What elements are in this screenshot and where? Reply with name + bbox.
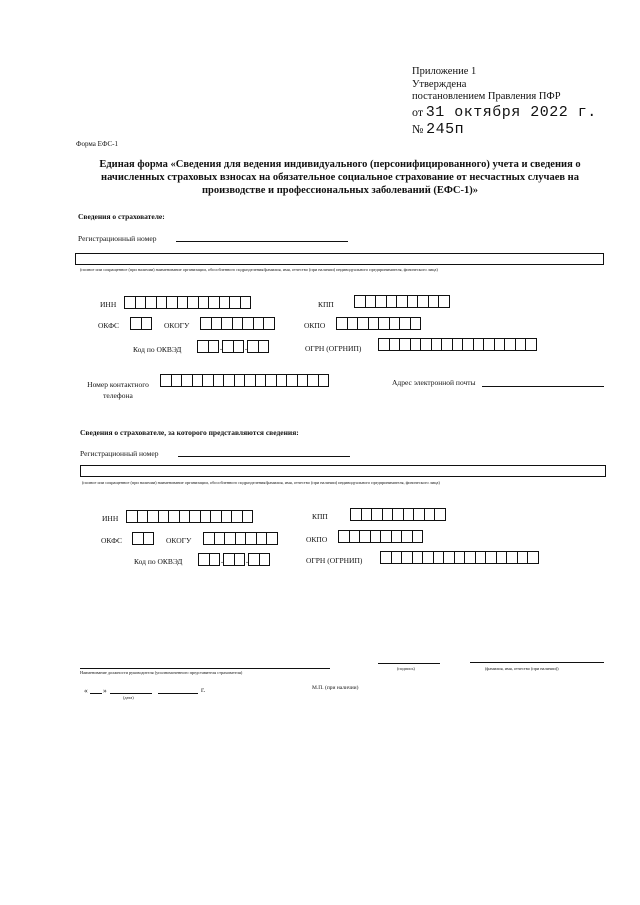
s2-okved-cells[interactable] — [198, 553, 270, 567]
approval-block — [412, 66, 597, 138]
date-year-field[interactable] — [158, 693, 198, 694]
entry-cell[interactable] — [141, 317, 153, 330]
s1-phone-label — [84, 379, 152, 401]
stamp-label: М.П. (при наличии) — [312, 685, 359, 691]
okved-separator: . — [219, 342, 223, 352]
position-caption: Наименование должности руководителя (уполномоченного представителя страхователя) — [80, 670, 243, 675]
entry-cell[interactable] — [233, 340, 245, 353]
section1-heading: Сведения о страхователе: — [78, 212, 165, 221]
entry-cell[interactable] — [263, 317, 275, 330]
s2-ogrn-label: ОГРН (ОГРНИП) — [306, 556, 363, 565]
s1-phone-label-line1: Номер контактного — [87, 380, 149, 389]
entry-cell[interactable] — [410, 317, 422, 330]
s2-inn-cells[interactable] — [126, 510, 253, 523]
fio-caption: (фамилия, имя, отчество (при наличии)) — [485, 666, 559, 671]
s1-ogrn-label: ОГРН (ОГРНИП) — [305, 344, 362, 353]
s1-kpp-cells[interactable] — [354, 295, 450, 308]
approval-number-row — [412, 123, 597, 138]
s2-inn-label: ИНН — [102, 514, 119, 523]
s1-kpp-label: КПП — [318, 300, 334, 309]
s2-name-field[interactable] — [80, 465, 606, 477]
entry-cell[interactable] — [208, 340, 220, 353]
entry-cell[interactable] — [143, 532, 155, 545]
s2-okfs-cells[interactable] — [132, 532, 154, 545]
fio-field[interactable] — [470, 662, 604, 663]
s1-phone-cells[interactable] — [160, 374, 329, 387]
s2-reg-number-field[interactable] — [178, 456, 350, 457]
date-quote-open: « — [84, 686, 88, 695]
s2-kpp-label: КПП — [312, 512, 328, 521]
s1-okfs-label: ОКФС — [98, 321, 120, 330]
entry-cell[interactable] — [242, 510, 254, 523]
s1-okogu-label: ОКОГУ — [164, 321, 190, 330]
date-day-field[interactable] — [90, 693, 102, 694]
s1-email-field[interactable] — [482, 386, 604, 387]
entry-cell[interactable] — [318, 374, 330, 387]
s1-okfs-cells[interactable] — [130, 317, 152, 330]
date-month-field[interactable] — [110, 693, 152, 694]
entry-cell[interactable] — [209, 553, 221, 566]
signature-field[interactable] — [378, 663, 440, 664]
approval-date: 31 октября 2022 г. — [425, 103, 597, 121]
okved-separator: . — [220, 555, 224, 565]
s1-inn-cells[interactable] — [124, 296, 251, 309]
entry-cell[interactable] — [234, 553, 246, 566]
s1-name-field[interactable] — [75, 253, 604, 265]
entry-cell[interactable] — [527, 551, 539, 564]
entry-cell[interactable] — [240, 296, 252, 309]
s2-okogu-label: ОКОГУ — [166, 536, 192, 545]
s2-okpo-cells[interactable] — [338, 530, 423, 543]
s1-name-caption: (полное или сокращенное (при наличии) наименование организации, обособленного подразделения/фамилия, имя, отчество (при наличии) индивидуального предпринимателя, физического лица) — [80, 267, 438, 272]
s2-ogrn-cells[interactable] — [380, 551, 539, 564]
position-field[interactable] — [80, 668, 330, 669]
s1-email-label: Адрес электронной почты — [392, 378, 476, 387]
section2-heading: Сведения о страхователе, за которого представляются сведения: — [80, 428, 299, 437]
s1-okved-label: Код по ОКВЭД — [133, 345, 182, 354]
entry-cell[interactable] — [259, 553, 271, 566]
form-title: Единая форма «Сведения для ведения индивидуального (персонифицированного) учета и сведения о начисленных страховых взносах на обязательное социальное страхование от несчастных случаев на производстве и профессиональных заболеваний (ЕФС-1)» — [99, 159, 581, 196]
s2-okved-label: Код по ОКВЭД — [134, 557, 183, 566]
okved-separator: . — [244, 342, 248, 352]
appendix-label: Приложение 1 — [412, 66, 477, 77]
s1-reg-label: Регистрационный номер — [78, 234, 157, 243]
s2-okpo-label: ОКПО — [306, 535, 328, 544]
s2-okogu-cells[interactable] — [203, 532, 278, 545]
s1-okpo-cells[interactable] — [336, 317, 421, 330]
entry-cell[interactable] — [438, 295, 450, 308]
form-code: Форма ЕФС-1 — [76, 140, 118, 148]
s1-reg-number-field[interactable] — [176, 241, 348, 242]
s1-phone-label-line2: телефона — [103, 391, 133, 400]
date-prefix: от — [412, 104, 424, 119]
entry-cell[interactable] — [434, 508, 446, 521]
s1-okpo-label: ОКПО — [304, 321, 326, 330]
s1-ogrn-cells[interactable] — [378, 338, 537, 351]
approval-date-row — [412, 103, 597, 121]
s2-okfs-label: ОКФС — [101, 536, 123, 545]
date-year-suffix: г. — [201, 685, 206, 694]
s1-okogu-cells[interactable] — [200, 317, 275, 330]
okved-separator: . — [245, 555, 249, 565]
s2-kpp-cells[interactable] — [350, 508, 446, 521]
entry-cell[interactable] — [258, 340, 270, 353]
resolution-label: постановлением Правления ПФР — [412, 91, 561, 102]
s1-inn-label: ИНН — [100, 300, 117, 309]
s2-name-caption: (полное или сокращенное (при наличии) наименование организации, обособленного подразделения/фамилия, имя, отчество (при наличии) индивидуального предпринимателя, физического лица) — [82, 480, 440, 485]
s2-reg-label: Регистрационный номер — [80, 449, 159, 458]
entry-cell[interactable] — [412, 530, 424, 543]
approved-label: Утверждена — [412, 78, 467, 90]
entry-cell[interactable] — [525, 338, 537, 351]
signature-caption: (подпись) — [397, 666, 415, 671]
number-prefix: № — [412, 122, 424, 136]
date-quote-close: » — [103, 686, 107, 695]
s1-okved-cells[interactable] — [197, 340, 269, 354]
entry-cell[interactable] — [266, 532, 278, 545]
date-caption: (дата) — [123, 695, 134, 700]
approval-number: 245п — [426, 121, 465, 138]
